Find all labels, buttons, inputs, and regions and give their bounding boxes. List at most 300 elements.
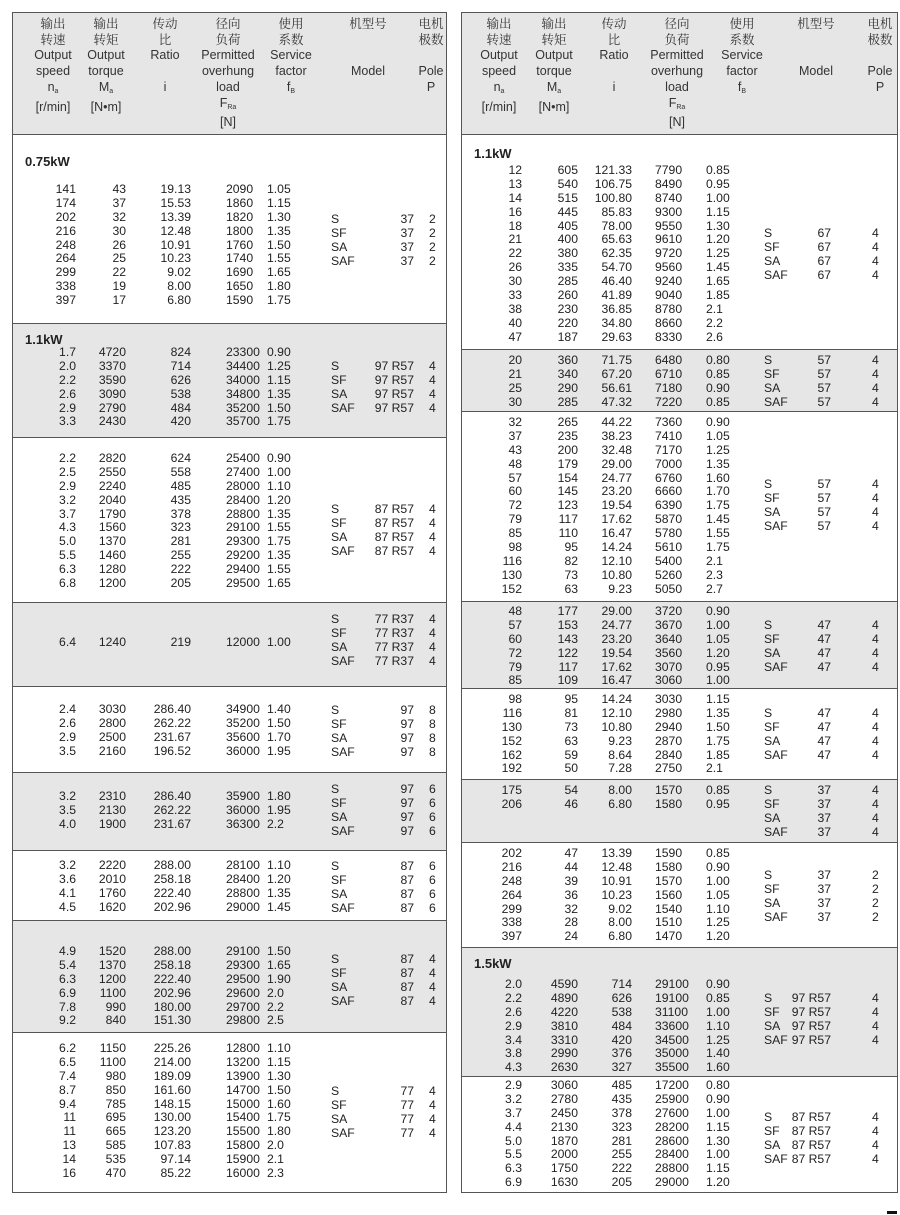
cell-model: SA xyxy=(764,504,781,519)
cell-factor: 1.15 xyxy=(706,204,730,219)
cell-factor: 2.2 xyxy=(267,999,284,1014)
cell-ratio: 32.48 xyxy=(601,442,632,457)
header-torque-symbol xyxy=(526,80,582,100)
cell-ratio: 23.20 xyxy=(601,484,632,499)
cell-torque: 235 xyxy=(557,428,578,443)
cell-factor: 0.85 xyxy=(706,990,730,1005)
cell-load: 29100 xyxy=(655,977,689,991)
column-model xyxy=(331,503,355,559)
cell-torque: 230 xyxy=(557,301,578,316)
cell-load: 28400 xyxy=(655,1147,689,1162)
cell-torque: 3030 xyxy=(98,702,126,716)
cell-ratio: 231.67 xyxy=(153,816,191,831)
header-pole xyxy=(411,17,451,96)
cell-factor: 1.10 xyxy=(267,478,291,493)
cell-torque: 1520 xyxy=(98,944,126,958)
cell-load: 29800 xyxy=(226,1013,260,1028)
cell-ratio: 29.00 xyxy=(601,604,632,618)
cell-factor: 0.95 xyxy=(706,659,730,674)
cell-load: 7790 xyxy=(655,163,683,177)
cell-torque: 1630 xyxy=(550,1175,578,1190)
cell-model: SAF xyxy=(764,267,788,282)
cell-size: 37 xyxy=(817,810,831,825)
cell-torque: 2160 xyxy=(98,743,126,758)
cell-ratio: 130.00 xyxy=(153,1110,191,1125)
column-size xyxy=(364,783,414,839)
cell-factor: 1.70 xyxy=(706,484,730,499)
cell-load: 29000 xyxy=(226,899,260,914)
column-speed xyxy=(462,605,522,688)
cell-ratio: 121.33 xyxy=(594,163,632,177)
header-torque-cn: 输出 xyxy=(93,17,119,31)
column-torque xyxy=(518,784,578,812)
cell-factor: 1.40 xyxy=(706,1046,730,1061)
header-factor xyxy=(262,17,320,100)
header-ratio xyxy=(592,17,636,96)
cell-factor: 1.20 xyxy=(267,492,291,507)
cell-factor: 1.15 xyxy=(706,1161,730,1176)
column-ratio xyxy=(131,452,191,591)
cell-model: SF xyxy=(764,1004,780,1019)
cell-factor: 1.80 xyxy=(267,279,291,294)
cell-factor: 1.85 xyxy=(706,288,730,303)
cell-load: 35600 xyxy=(226,729,260,744)
corner-mark xyxy=(887,1211,897,1214)
cell-pole: 4 xyxy=(872,783,879,797)
data-block xyxy=(462,412,897,602)
cell-load: 15400 xyxy=(226,1110,260,1125)
cell-torque: 28 xyxy=(564,915,578,930)
cell-load: 9240 xyxy=(655,274,683,289)
cell-load: 36000 xyxy=(226,743,260,758)
cell-ratio: 56.61 xyxy=(601,380,632,395)
cell-size: 37 xyxy=(817,796,831,811)
cell-ratio: 100.80 xyxy=(594,190,632,205)
cell-model: S xyxy=(764,618,773,632)
cell-factor: 1.05 xyxy=(267,182,291,196)
cell-load: 3070 xyxy=(655,659,683,674)
cell-model: SA xyxy=(331,639,348,654)
cell-model: SA xyxy=(331,1111,348,1126)
cell-factor: 1.20 xyxy=(706,645,730,660)
cell-speed: 98 xyxy=(508,692,522,706)
cell-ratio: 262.22 xyxy=(153,715,191,730)
cell-pole: 4 xyxy=(429,1097,436,1112)
cell-load: 29100 xyxy=(226,520,260,535)
cell-speed: 216 xyxy=(501,859,522,874)
cell-pole: 6 xyxy=(429,886,436,901)
header-load-unit: [N] xyxy=(220,115,236,130)
cell-model: S xyxy=(764,868,773,882)
column-speed xyxy=(462,164,522,345)
column-speed xyxy=(462,693,522,776)
header-ratio-symbol xyxy=(592,80,636,96)
cell-model: SA xyxy=(764,645,781,660)
cell-ratio: 258.18 xyxy=(153,871,191,886)
cell-size: 57 xyxy=(817,477,831,491)
cell-ratio: 10.23 xyxy=(160,251,191,266)
cell-load: 9560 xyxy=(655,260,683,275)
cell-ratio: 281 xyxy=(611,1133,632,1148)
cell-torque: 360 xyxy=(557,353,578,367)
cell-model: S xyxy=(331,359,340,373)
header-torque-unit: [N•m] xyxy=(538,99,570,114)
cell-model: SAF xyxy=(764,659,788,674)
header-factor xyxy=(713,17,771,100)
cell-load: 35500 xyxy=(655,1060,689,1075)
cell-size: 97 xyxy=(400,744,414,759)
cell-factor: 1.00 xyxy=(267,635,291,649)
header-load-unit: [N] xyxy=(669,115,685,130)
cell-ratio: 6.80 xyxy=(167,293,191,308)
column-pole xyxy=(872,354,879,410)
cell-torque: 179 xyxy=(557,456,578,471)
header-ratio-en: Ratio xyxy=(150,48,180,63)
cell-factor: 2.6 xyxy=(706,329,723,344)
cell-ratio: 323 xyxy=(170,520,191,535)
cell-torque: 36 xyxy=(564,887,578,902)
cell-pole: 4 xyxy=(429,952,436,966)
cell-speed: 5.5 xyxy=(505,1147,522,1162)
symbol-subscript: B xyxy=(290,87,296,95)
cell-pole: 4 xyxy=(429,372,436,387)
cell-load: 33600 xyxy=(655,1018,689,1033)
symbol-subscript: a xyxy=(500,87,505,95)
cell-size: 87 R57 xyxy=(791,1137,831,1152)
cell-torque: 380 xyxy=(557,246,578,261)
header-load-en: load xyxy=(216,79,240,94)
cell-pole: 4 xyxy=(872,631,879,646)
power-title: 1.1kW xyxy=(25,332,63,347)
cell-size: 77 xyxy=(400,1111,414,1126)
cell-speed: 6.3 xyxy=(505,1161,522,1176)
cell-factor: 1.35 xyxy=(267,548,291,563)
cell-ratio: 67.20 xyxy=(601,366,632,381)
cell-speed: 338 xyxy=(501,915,522,930)
column-pole xyxy=(429,783,436,839)
cell-speed: 38 xyxy=(508,301,522,316)
cell-torque: 1200 xyxy=(98,971,126,986)
cell-ratio: 106.75 xyxy=(594,176,632,191)
cell-torque: 1790 xyxy=(98,506,126,521)
cell-factor: 1.65 xyxy=(267,576,291,591)
cell-size: 47 xyxy=(817,618,831,632)
cell-model: SAF xyxy=(764,1032,788,1047)
cell-torque: 46 xyxy=(564,796,578,811)
cell-torque: 605 xyxy=(557,163,578,177)
cell-speed: 141 xyxy=(55,182,76,196)
cell-pole: 4 xyxy=(872,477,879,491)
cell-load: 1800 xyxy=(226,223,254,238)
cell-model: SAF xyxy=(331,900,355,915)
cell-ratio: 435 xyxy=(611,1091,632,1106)
column-factor xyxy=(706,1079,766,1190)
cell-pole: 4 xyxy=(872,353,879,367)
right-table xyxy=(461,12,898,1193)
cell-size: 77 xyxy=(400,1084,414,1098)
cell-ratio: 10.80 xyxy=(601,567,632,582)
cell-ratio: 538 xyxy=(611,1004,632,1019)
cell-size: 57 xyxy=(817,490,831,505)
cell-model: SAF xyxy=(764,909,788,924)
cell-model: SF xyxy=(764,239,780,254)
cell-ratio: 14.24 xyxy=(601,540,632,555)
cell-load: 19100 xyxy=(655,990,689,1005)
cell-ratio: 189.09 xyxy=(153,1068,191,1083)
column-torque xyxy=(66,790,126,832)
cell-model: SA xyxy=(764,895,781,910)
cell-pole: 4 xyxy=(872,1110,879,1124)
column-torque xyxy=(518,164,578,345)
header-model-en: Model xyxy=(798,63,834,78)
cell-pole: 4 xyxy=(872,518,879,533)
cell-torque: 39 xyxy=(564,873,578,888)
cell-factor: 1.95 xyxy=(267,743,291,758)
cell-speed: 60 xyxy=(508,484,522,499)
cell-torque: 32 xyxy=(564,901,578,916)
cell-size: 37 xyxy=(400,253,414,268)
cell-load: 29700 xyxy=(226,999,260,1014)
column-size xyxy=(364,360,414,416)
cell-speed: 3.2 xyxy=(59,858,76,872)
cell-torque: 445 xyxy=(557,204,578,219)
cell-model: SF xyxy=(331,225,347,240)
cell-factor: 1.55 xyxy=(267,251,291,266)
cell-model: S xyxy=(331,612,340,626)
cell-size: 87 R57 xyxy=(374,529,414,544)
cell-size: 87 R57 xyxy=(374,515,414,530)
header-speed-cn: 输出 xyxy=(486,17,512,31)
column-ratio xyxy=(572,605,632,688)
cell-factor: 0.90 xyxy=(706,380,730,395)
cell-load: 2980 xyxy=(655,705,683,720)
cell-factor: 1.75 xyxy=(706,733,730,748)
cell-size: 87 R57 xyxy=(791,1151,831,1166)
cell-ratio: 123.20 xyxy=(153,1124,191,1139)
cell-factor: 0.85 xyxy=(706,783,730,797)
cell-factor: 0.90 xyxy=(706,1091,730,1106)
cell-torque: 200 xyxy=(557,442,578,457)
cell-load: 1690 xyxy=(226,265,254,280)
cell-speed: 2.6 xyxy=(59,715,76,730)
cell-load: 15900 xyxy=(226,1152,260,1167)
cell-factor: 1.45 xyxy=(706,260,730,275)
cell-torque: 2550 xyxy=(98,464,126,479)
column-model xyxy=(331,213,355,269)
cell-load: 1650 xyxy=(226,279,254,294)
cell-torque: 2800 xyxy=(98,715,126,730)
cell-speed: 6.9 xyxy=(505,1175,522,1190)
cell-speed: 202 xyxy=(501,846,522,860)
cell-torque: 2780 xyxy=(550,1091,578,1106)
column-pole xyxy=(872,869,879,925)
cell-torque: 50 xyxy=(564,761,578,776)
cell-load: 9040 xyxy=(655,288,683,303)
cell-size: 57 xyxy=(817,518,831,533)
header-ratio-cn: 比 xyxy=(607,32,621,47)
column-torque xyxy=(518,693,578,776)
cell-factor: 1.15 xyxy=(706,692,730,706)
header-spacer xyxy=(860,48,900,64)
cell-torque: 2240 xyxy=(98,478,126,493)
column-ratio xyxy=(572,354,632,410)
cell-speed: 174 xyxy=(55,195,76,210)
cell-load: 7410 xyxy=(655,428,683,443)
cell-speed: 40 xyxy=(508,315,522,330)
cell-factor: 1.35 xyxy=(267,506,291,521)
cell-speed: 16 xyxy=(62,1166,76,1181)
cell-ratio: 44.22 xyxy=(601,415,632,429)
cell-pole: 6 xyxy=(429,823,436,838)
cell-torque: 1240 xyxy=(98,635,126,649)
cell-load: 34000 xyxy=(226,372,260,387)
cell-factor: 0.90 xyxy=(706,415,730,429)
cell-pole: 4 xyxy=(429,400,436,415)
cell-load: 3060 xyxy=(655,673,683,688)
cell-factor: 1.75 xyxy=(267,414,291,429)
cell-torque: 95 xyxy=(564,540,578,555)
cell-ratio: 8.64 xyxy=(608,747,632,762)
cell-pole: 4 xyxy=(429,1125,436,1140)
cell-pole: 4 xyxy=(872,618,879,632)
cell-load: 36000 xyxy=(226,802,260,817)
cell-load: 7000 xyxy=(655,456,683,471)
cell-torque: 1460 xyxy=(98,548,126,563)
cell-load: 34500 xyxy=(655,1032,689,1047)
header-factor-en: factor xyxy=(275,64,307,79)
cell-torque: 1750 xyxy=(550,1161,578,1176)
column-torque xyxy=(66,703,126,759)
cell-model: SAF xyxy=(764,518,788,533)
column-pole xyxy=(429,360,436,416)
cell-size: 37 xyxy=(817,881,831,896)
column-ratio xyxy=(131,790,191,832)
cell-ratio: 14.24 xyxy=(601,692,632,706)
cell-pole: 4 xyxy=(429,502,436,516)
cell-torque: 470 xyxy=(105,1166,126,1181)
cell-speed: 7.4 xyxy=(59,1068,76,1083)
cell-factor: 0.90 xyxy=(267,345,291,359)
header-ratio-cn: 比 xyxy=(158,32,172,47)
cell-factor: 1.35 xyxy=(706,456,730,471)
cell-model: SF xyxy=(331,795,347,810)
cell-pole: 4 xyxy=(872,267,879,282)
header-torque-cn: 转矩 xyxy=(541,32,567,47)
cell-ratio: 7.28 xyxy=(608,761,632,776)
header-model-cn: 机型号 xyxy=(797,17,835,31)
header-spacer xyxy=(411,48,451,64)
cell-load: 29300 xyxy=(226,534,260,549)
cell-ratio: 85.83 xyxy=(601,204,632,219)
column-ratio xyxy=(572,693,632,776)
cell-model: SF xyxy=(331,1097,347,1112)
cell-factor: 1.75 xyxy=(267,1110,291,1125)
cell-torque: 260 xyxy=(557,288,578,303)
cell-load: 6760 xyxy=(655,470,683,485)
cell-load: 16000 xyxy=(226,1166,260,1181)
cell-size: 97 xyxy=(400,782,414,796)
cell-factor: 0.90 xyxy=(706,859,730,874)
column-ratio xyxy=(131,859,191,915)
cell-size: 37 xyxy=(817,909,831,924)
cell-ratio: 435 xyxy=(170,492,191,507)
cell-load: 35900 xyxy=(226,789,260,803)
cell-torque: 54 xyxy=(564,783,578,797)
cell-pole: 4 xyxy=(429,515,436,530)
cell-speed: 1.7 xyxy=(59,345,76,359)
column-size xyxy=(364,503,414,559)
cell-load: 2750 xyxy=(655,761,683,776)
cell-factor: 1.20 xyxy=(706,232,730,247)
cell-speed: 32 xyxy=(508,415,522,429)
cell-pole: 2 xyxy=(872,895,879,910)
header-ratio-cn: 传动 xyxy=(601,17,627,31)
column-size xyxy=(364,860,414,916)
cell-speed: 79 xyxy=(508,659,522,674)
column-torque xyxy=(518,978,578,1075)
cell-speed: 43 xyxy=(508,442,522,457)
cell-ratio: 62.35 xyxy=(601,246,632,261)
cell-ratio: 714 xyxy=(611,977,632,991)
column-pole xyxy=(429,503,436,559)
cell-size: 37 xyxy=(817,868,831,882)
data-block xyxy=(462,843,897,948)
cell-pole: 4 xyxy=(872,239,879,254)
cell-ratio: 107.83 xyxy=(153,1138,191,1153)
power-title: 0.75kW xyxy=(25,154,70,169)
column-torque xyxy=(66,452,126,591)
column-pole xyxy=(429,953,436,1009)
header-speed-cn: 转速 xyxy=(486,32,512,47)
cell-factor: 1.50 xyxy=(267,715,291,730)
cell-ratio: 97.14 xyxy=(160,1152,191,1167)
cell-speed: 18 xyxy=(508,218,522,233)
cell-torque: 2310 xyxy=(98,789,126,803)
cell-torque: 2450 xyxy=(550,1105,578,1120)
cell-factor: 0.80 xyxy=(706,353,730,367)
cell-ratio: 12.48 xyxy=(160,223,191,238)
cell-torque: 110 xyxy=(558,526,578,541)
cell-factor: 1.75 xyxy=(706,498,730,513)
cell-factor: 1.45 xyxy=(267,899,291,914)
column-pole xyxy=(872,992,879,1048)
data-block xyxy=(13,1033,446,1194)
cell-ratio: 214.00 xyxy=(153,1054,191,1069)
cell-torque: 3810 xyxy=(550,1018,578,1033)
header-pole-en: Pole xyxy=(418,64,444,79)
column-factor xyxy=(706,693,766,776)
cell-ratio: 19.54 xyxy=(601,645,632,660)
cell-load: 1590 xyxy=(226,293,254,308)
cell-size: 37 xyxy=(817,895,831,910)
cell-torque: 25 xyxy=(112,251,126,266)
cell-factor: 1.20 xyxy=(706,1175,730,1190)
cell-ratio: 222 xyxy=(611,1161,632,1176)
cell-speed: 2.2 xyxy=(59,372,76,387)
header-load-cn: 径向 xyxy=(664,17,690,31)
cell-size: 37 xyxy=(400,225,414,240)
cell-speed: 14 xyxy=(62,1152,76,1167)
cell-model: SA xyxy=(764,810,781,825)
symbol-letter: n xyxy=(493,79,501,94)
cell-pole: 2 xyxy=(872,881,879,896)
cell-speed: 2.9 xyxy=(505,1018,522,1033)
column-pole xyxy=(429,1085,436,1141)
cell-pole: 4 xyxy=(872,719,879,734)
cell-factor: 2.1 xyxy=(706,553,723,568)
header-speed-cn: 输出 xyxy=(40,17,66,31)
cell-load: 6480 xyxy=(655,353,683,367)
